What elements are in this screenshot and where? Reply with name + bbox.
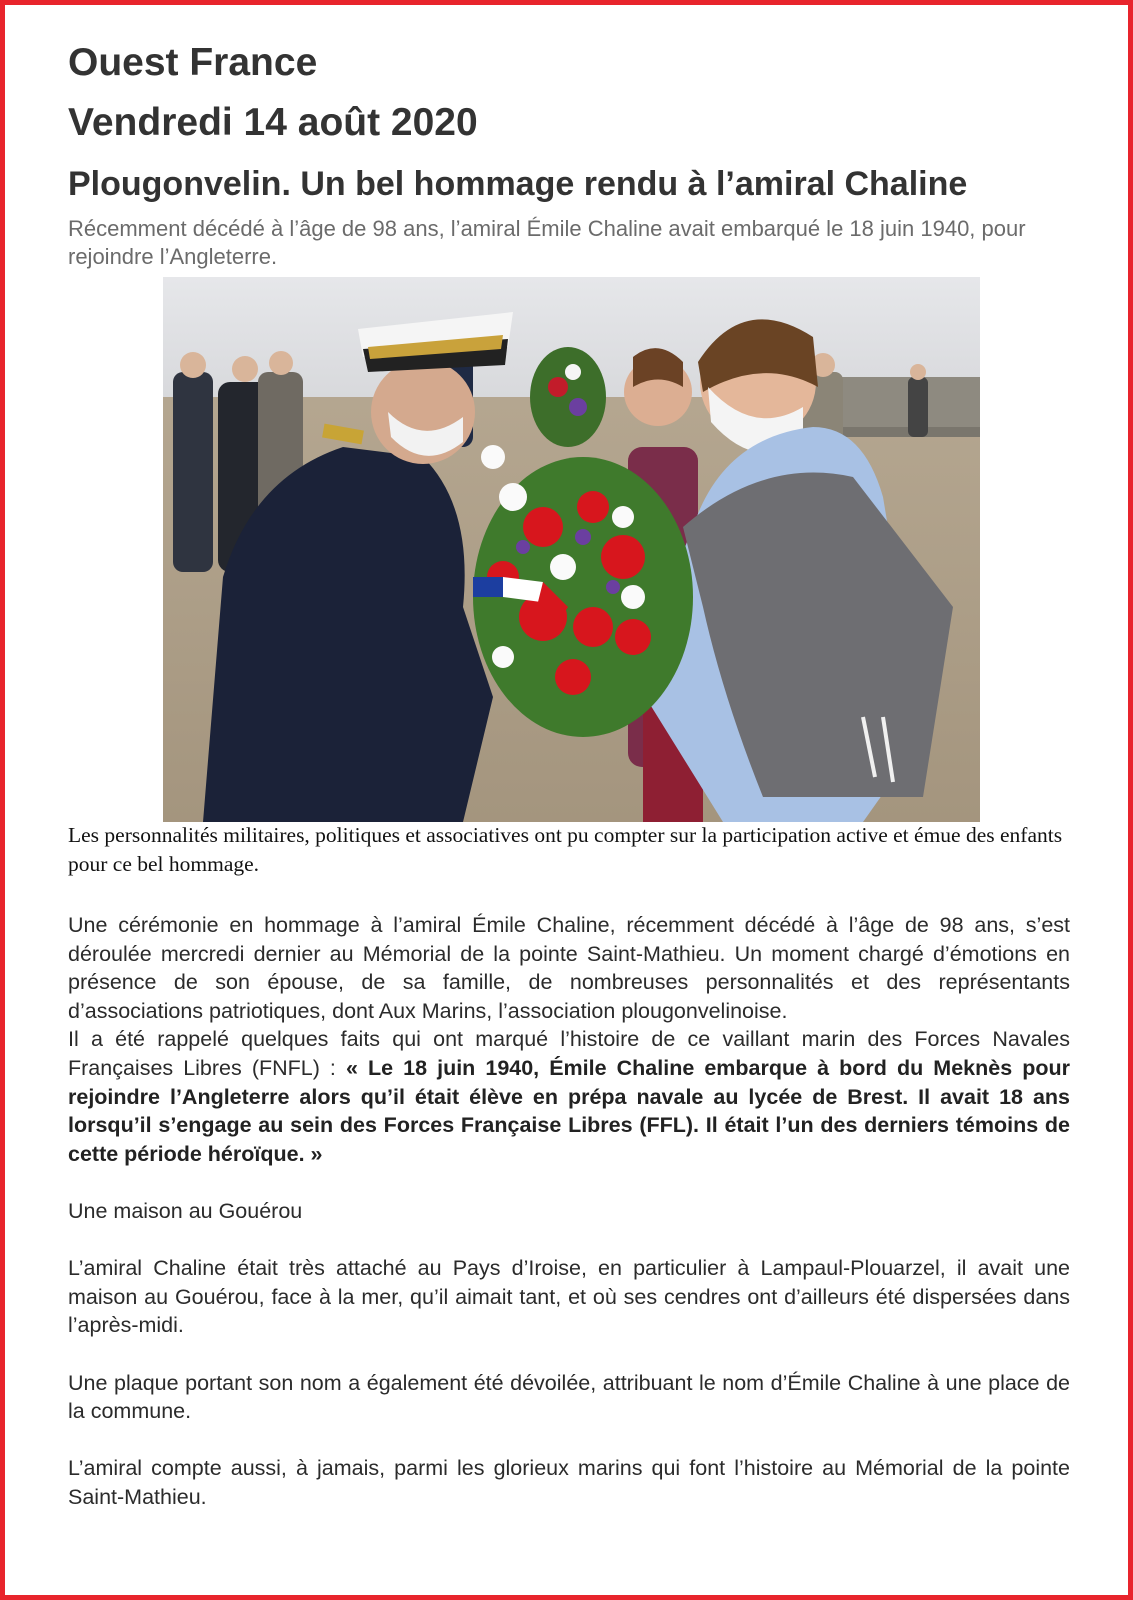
- article-paragraph-5: L’amiral compte aussi, à jamais, parmi les glorieux marins qui font l’histoire au Mémorial de la pointe Saint-Mathieu.: [68, 1456, 1070, 1509]
- article-body: [68, 911, 1070, 1511]
- article-header: [68, 35, 1068, 271]
- article-paragraph-4: Une plaque portant son nom a également été dévoilée, attribuant le nom d’Émile Chaline à une place de la commune.: [68, 1370, 1070, 1424]
- ceremony-photo-illustration: [163, 277, 980, 822]
- newspaper-name: Ouest France: [68, 41, 318, 84]
- article-paragraph-3: L’amiral Chaline était très attaché au Pays d’Iroise, en particulier à Lampaul-Plouarzel, il avait une maison au Gouérou, face à la mer, qu’il aimait tant, et où ses cendres ont d’ailleurs été dispersées dans l’après-midi.: [68, 1256, 1070, 1338]
- article-lead: Récemment décédé à l’âge de 98 ans, l’amiral Émile Chaline avait embarqué le 18 juin 1940, pour rejoindre l’Angleterre.: [68, 216, 1026, 269]
- publication-date: Vendredi 14 août 2020: [68, 101, 478, 144]
- article-headline: Plougonvelin. Un bel hommage rendu à l’amiral Chaline: [68, 165, 968, 203]
- article-photo: [163, 277, 980, 822]
- article-paragraph-1: Une cérémonie en hommage à l’amiral Émile Chaline, récemment décédé à l’âge de 98 ans, s’est déroulée mercredi dernier au Mémorial de la pointe Saint-Mathieu. Un moment chargé d’émotions en présence de son épouse, de sa famille, de nombreuses personnalités et des représentants d’associations patriotiques, dont Aux Marins, l’association plougonvelinoise.: [68, 913, 1070, 1023]
- paragraph-2-intro: Il a été rappelé quelques faits qui ont marqué l’histoire de ce vaillant marin des Forces Navales Françaises Libres (FNFL) :: [68, 1027, 1070, 1080]
- article-subheading: Une maison au Gouérou: [68, 1198, 303, 1223]
- photo-caption: Les personnalités militaires, politiques et associatives ont pu compter sur la participation active et émue des enfants pour ce bel hommage.: [68, 823, 1063, 876]
- quote-bold: « Le 18 juin 1940, Émile Chaline embarque à bord du Meknès pour rejoindre l’Angleterre alors qu’il était élève en prépa navale au lycée de Brest. Il avait 18 ans lorsqu’il s’engage au sein des Forces Française Libres (FFL). Il était l’un des derniers témoins de cette période héroïque. »: [68, 1055, 1070, 1166]
- article-paragraph-2: [68, 1025, 1070, 1168]
